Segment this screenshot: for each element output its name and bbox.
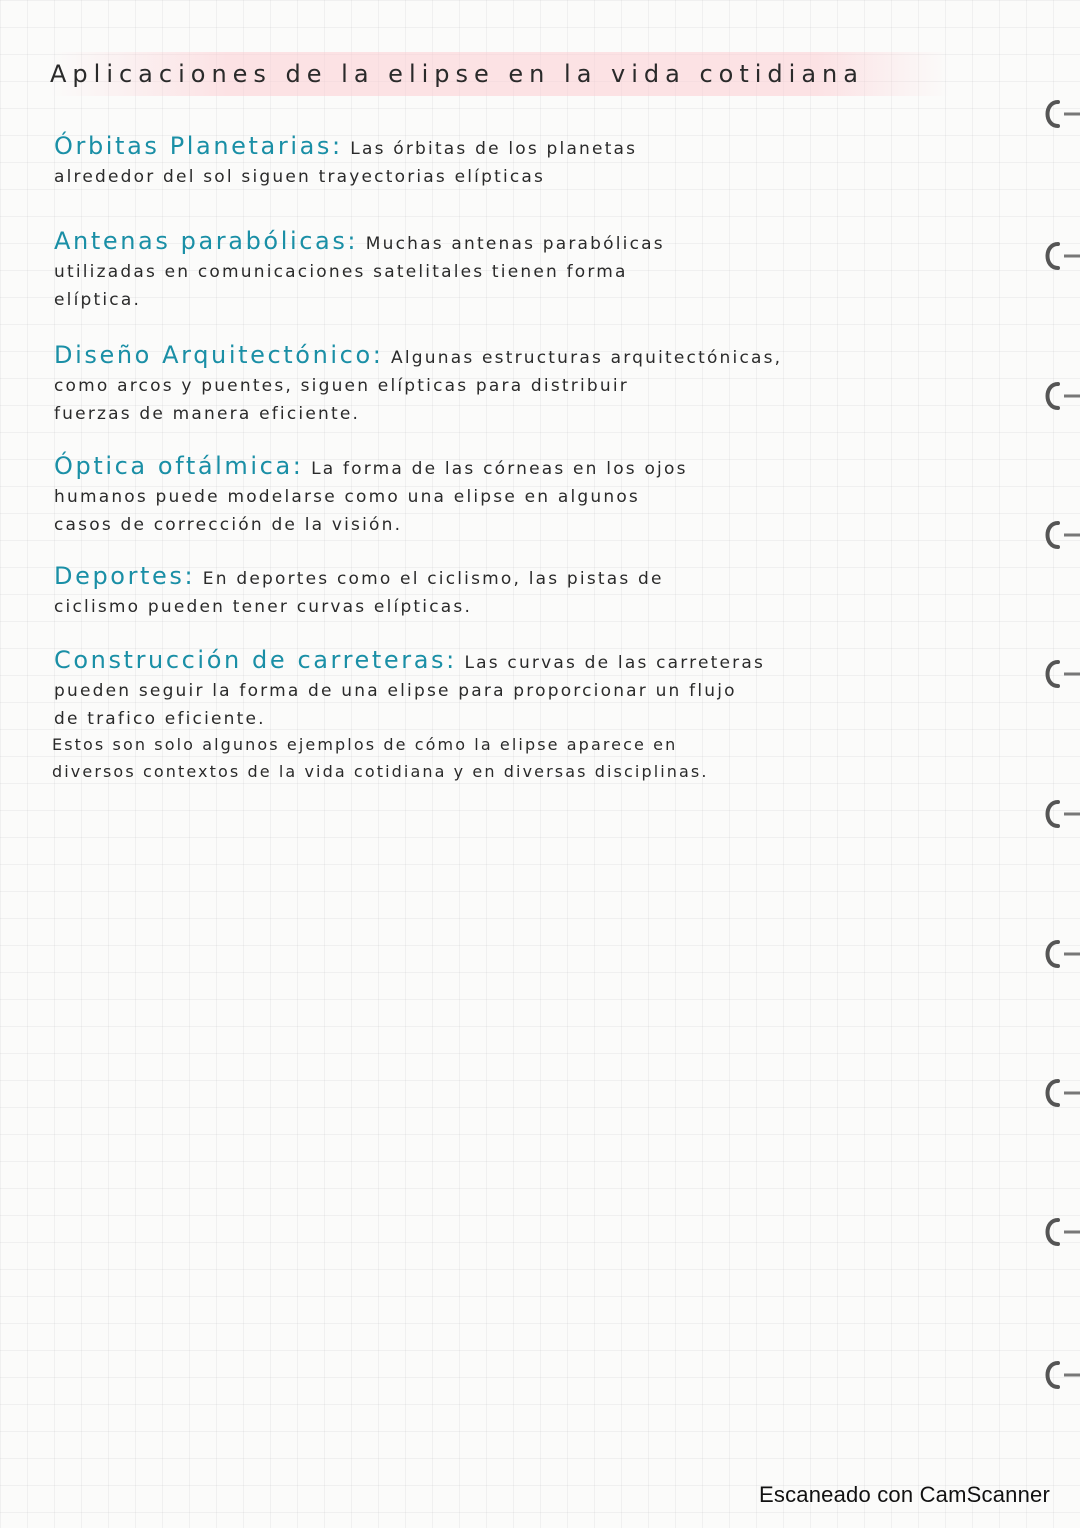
section-optica-oftalmica	[54, 424, 954, 539]
closing-paragraph: Estos son solo algunos ejemplos de cómo la elipse aparece en diversos contextos de la vida cotidiana y en diversas disciplinas.	[52, 735, 709, 781]
section-heading: Construcción de carreteras:	[54, 646, 457, 674]
section-text: Las curvas de las carreteras pueden seguir la forma de una elipse para proporcionar un flujo de trafico eficiente.	[54, 653, 766, 729]
binder-ring-icon	[1030, 1357, 1080, 1393]
section-heading: Diseño Arquitectónico:	[54, 341, 384, 369]
binder-ring-icon	[1030, 656, 1080, 692]
section-orbitas-planetarias	[54, 104, 954, 191]
binder-ring-icon	[1030, 1075, 1080, 1111]
section-text: La forma de las córneas en los ojos humanos puede modelarse como una elipse en algunos casos de corrección de la visión.	[54, 459, 688, 535]
section-construccion-carreteras	[54, 618, 954, 733]
binder-ring-icon	[1030, 238, 1080, 274]
section-heading: Antenas parabólicas:	[54, 227, 359, 255]
section-heading: Deportes:	[54, 562, 196, 590]
section-text: En deportes como el ciclismo, las pistas de ciclismo pueden tener curvas elípticas.	[54, 569, 664, 617]
binder-ring-icon	[1030, 96, 1080, 132]
page-title	[50, 52, 950, 96]
section-heading: Óptica oftálmica:	[54, 452, 304, 480]
binder-ring-icon	[1030, 517, 1080, 553]
binder-rings	[1020, 0, 1080, 1528]
binder-ring-icon	[1030, 796, 1080, 832]
scanner-watermark: Escaneado con CamScanner	[759, 1482, 1050, 1507]
section-text: Muchas antenas parabólicas utilizadas en comunicaciones satelitales tienen forma elíptica.	[54, 234, 665, 310]
binder-ring-icon	[1030, 1214, 1080, 1250]
section-text: Las órbitas de los planetas alrededor del sol siguen trayectorias elípticas	[54, 139, 638, 187]
page-title-text: Aplicaciones de la elipse en la vida cotidiana	[50, 60, 864, 88]
section-antenas-parabolicas	[54, 199, 954, 314]
section-text: Algunas estructuras arquitectónicas, como arcos y puentes, siguen elípticas para distribuir fuerzas de manera eficiente.	[54, 348, 783, 424]
section-diseno-arquitectonico	[54, 313, 954, 428]
section-heading: Órbitas Planetarias:	[54, 132, 343, 160]
binder-ring-icon	[1030, 936, 1080, 972]
binder-ring-icon	[1030, 378, 1080, 414]
section-deportes	[54, 534, 954, 621]
